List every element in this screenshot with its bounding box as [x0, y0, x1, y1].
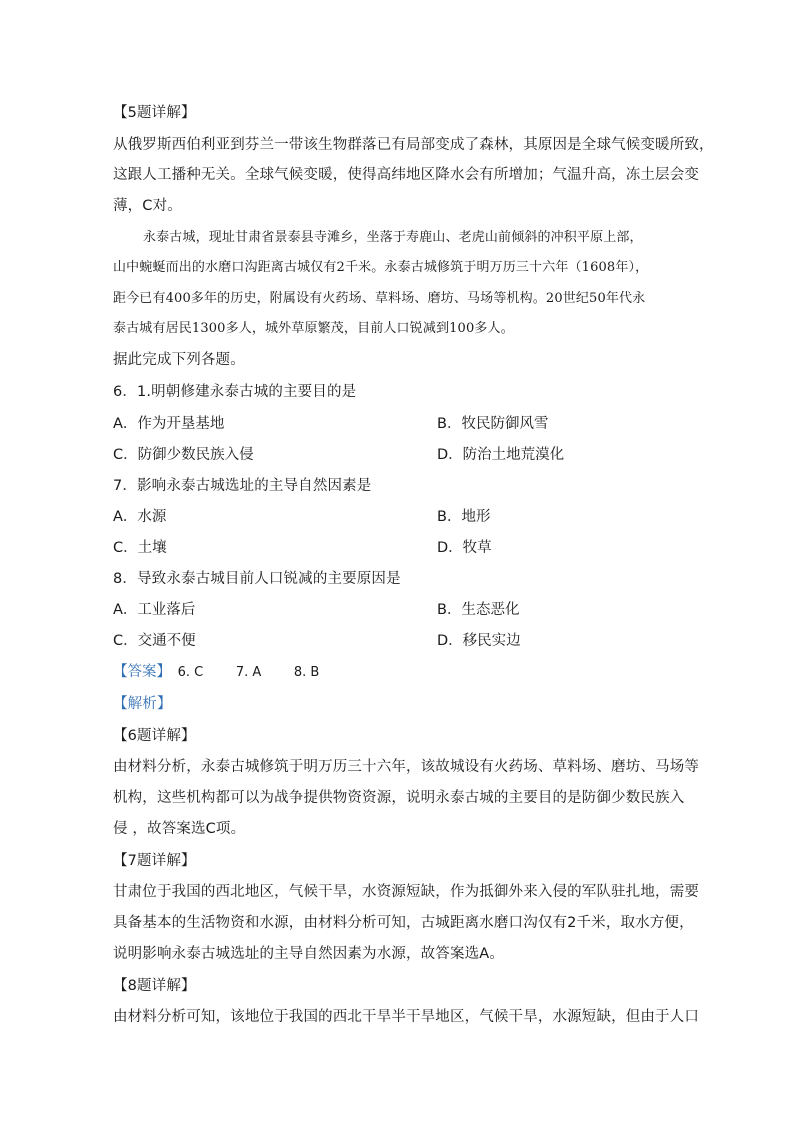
question-7-option-d: D．牧草 [437, 540, 492, 556]
question-6-option-d: D．防治土地荒漠化 [437, 447, 565, 463]
material-line-2: 山中蜿蜒而出的水磨口沟距离古城仅有2千米。永泰古城修筑于明万历三十六年（1608年）， [113, 260, 649, 275]
section-8-header: 【8题详解】 [113, 978, 196, 994]
question-6-option-c: C．防御少数民族入侵 [113, 447, 254, 463]
question-6-option-a: A．作为开垦基地 [113, 416, 225, 432]
section-5-line-2: 这跟人工播种无关。全球气候变暖，使得高纬地区降水会有所增加；气温升高，冻土层会变 [113, 167, 699, 183]
section-5-line-1: 从俄罗斯西伯利亚到芬兰一带该生物群落已有局部变成了森林，其原因是全球气候变暖所致， [113, 137, 714, 153]
section-8-line-1: 由材料分析可知，该地位于我国的西北干旱半干旱地区，气候干旱，水源短缺，但由于人口 [113, 1009, 699, 1025]
material-prompt: 据此完成下列各题。 [113, 352, 245, 368]
material-line-3: 距今已有400多年的历史，附属设有火药场、草料场、磨坊、马场等机构。20世纪50年代永 [113, 291, 646, 306]
analysis-label: 【解析】 [113, 696, 172, 712]
section-5-header: 【5题详解】 [113, 105, 196, 121]
answer-row [113, 662, 319, 683]
section-7-line-1: 甘肃位于我国的西北地区，气候干旱，水资源短缺，作为抵御外来入侵的军队驻扎地，需要 [113, 884, 699, 900]
answer-label: 【答案】 [113, 664, 171, 680]
material-line-1: 永泰古城，现址甘肃省景泰县寺滩乡，坐落于寿鹿山、老虎山前倾斜的冲积平原上部， [143, 230, 643, 245]
question-8-option-b: B．生态恶化 [437, 602, 520, 618]
question-8-option-a: A．工业落后 [113, 602, 196, 618]
section-6-line-1: 由材料分析，永泰古城修筑于明万历三十六年，该故城设有火药场、草料场、磨坊、马场等 [113, 759, 699, 775]
section-7-header: 【7题详解】 [113, 853, 196, 869]
section-7-line-2: 具备基本的生活物资和水源，由材料分析可知，古城距离水磨口沟仅有2千米，取水方便， [113, 915, 694, 931]
question-7-option-b: B．地形 [437, 509, 491, 525]
question-7-option-c: C．土壤 [113, 540, 167, 556]
section-7-line-3: 说明影响永泰古城选址的主导自然因素为水源，故答案选A。 [113, 946, 504, 962]
question-8-stem: 8．导致永泰古城目前人口锐减的主要原因是 [113, 571, 401, 587]
section-5-line-3: 薄，C对。 [113, 198, 182, 214]
question-7-option-a: A．水源 [113, 509, 167, 525]
answer-item-7: 7. A [235, 665, 262, 680]
question-8-option-d: D．移民实边 [437, 633, 521, 649]
material-line-4: 泰古城有居民1300多人，城外草原繁茂，目前人口锐减到100多人。 [113, 321, 514, 336]
section-6-header: 【6题详解】 [113, 728, 196, 744]
section-6-line-3: 侵 ，故答案选C项。 [113, 821, 246, 837]
answer-item-6: 6. C [177, 665, 204, 680]
question-8-option-c: C．交通不便 [113, 633, 196, 649]
question-7-stem: 7．影响永泰古城选址的主导自然因素是 [113, 478, 372, 494]
answer-item-8: 8. B [293, 665, 320, 680]
question-6-stem: 6．1.明朝修建永泰古城的主要目的是 [113, 384, 357, 400]
question-6-option-b: B．牧民防御风雪 [437, 416, 549, 432]
section-6-line-2: 机构，这些机构都可以为战争提供物资资源，说明永泰古城的主要目的是防御少数民族入 [113, 790, 685, 806]
